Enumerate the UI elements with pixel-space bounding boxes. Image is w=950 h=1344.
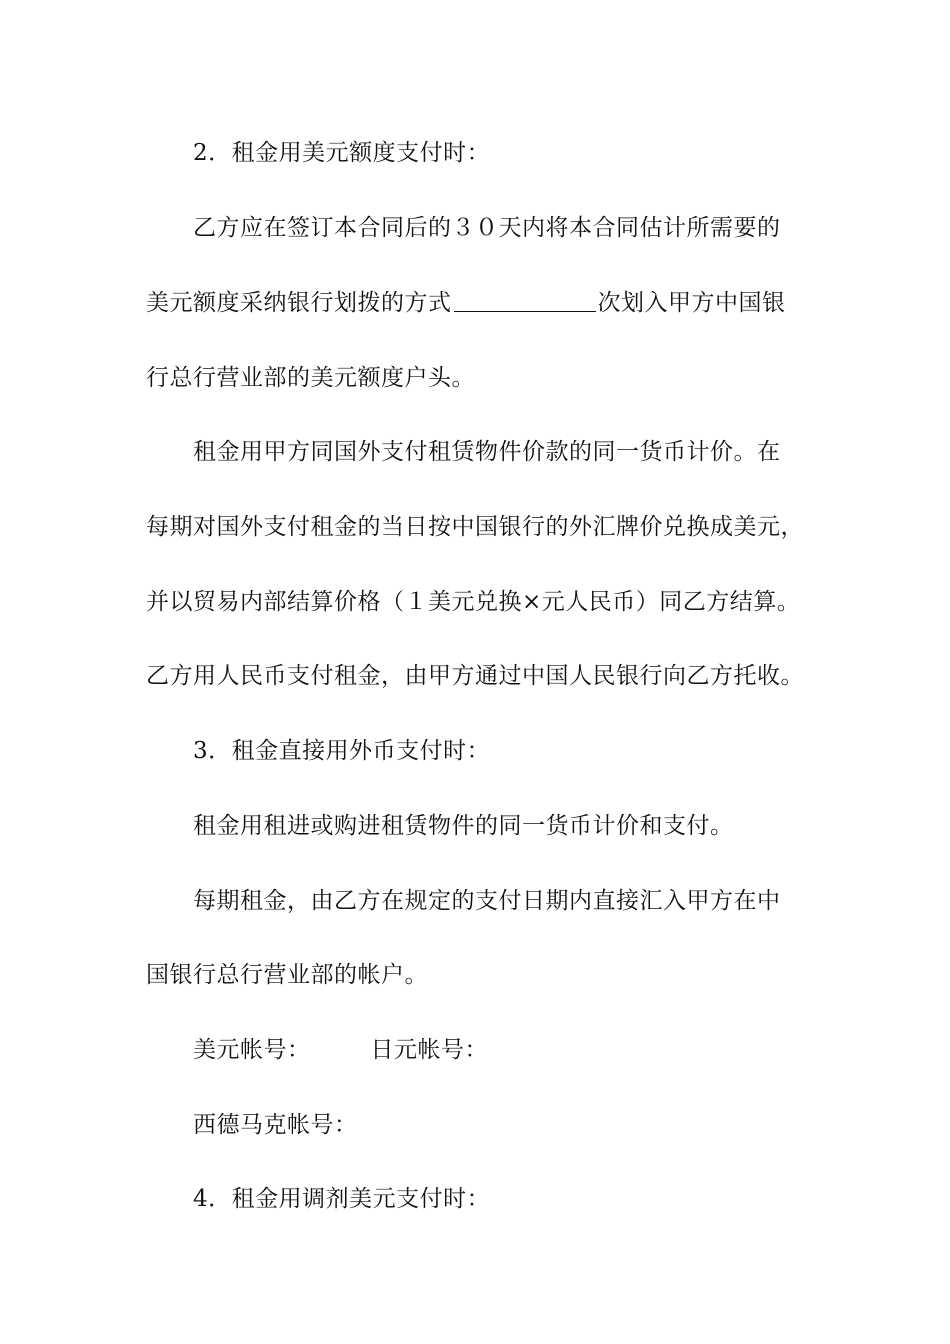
paragraph-line: 行总行营业部的美元额度户头。	[146, 365, 475, 391]
paragraph-line: 并以贸易内部结算价格（１美元兑换×元人民币）同乙方结算。	[146, 589, 801, 615]
section-heading-4: 4．租金用调剂美元支付时：	[193, 1186, 491, 1212]
paragraph-line: 乙方应在签订本合同后的３０天内将本合同估计所需要的	[193, 215, 781, 241]
account-line	[193, 1035, 488, 1065]
paragraph-line: 乙方用人民币支付租金，由甲方通过中国人民银行向乙方托收。	[146, 663, 804, 689]
jpy-account-label: 日元帐号：	[370, 1037, 488, 1063]
account-line	[193, 1110, 358, 1140]
paragraph-line: 租金用甲方同国外支付租赁物件价款的同一货币计价。在	[193, 439, 781, 465]
paragraph-line: 每期租金，由乙方在规定的支付日期内直接汇入甲方在中	[193, 888, 781, 914]
fill-in-blank	[454, 289, 596, 312]
section-heading-2: 2．租金用美元额度支付时：	[193, 140, 491, 166]
paragraph-line: 每期对国外支付租金的当日按中国银行的外汇牌价兑换成美元，	[146, 514, 804, 540]
section-heading-3: 3．租金直接用外币支付时：	[193, 738, 491, 764]
paragraph-line: 美元额度采纳银行划拨的方式 次划入甲方中国银	[146, 290, 786, 316]
paragraph-line: 国银行总行营业部的帐户。	[146, 962, 428, 988]
usd-account-label: 美元帐号：	[193, 1037, 311, 1063]
dem-account-label: 西德马克帐号：	[193, 1112, 358, 1138]
paragraph-line: 租金用租进或购进租赁物件的同一货币计价和支付。	[193, 813, 734, 839]
